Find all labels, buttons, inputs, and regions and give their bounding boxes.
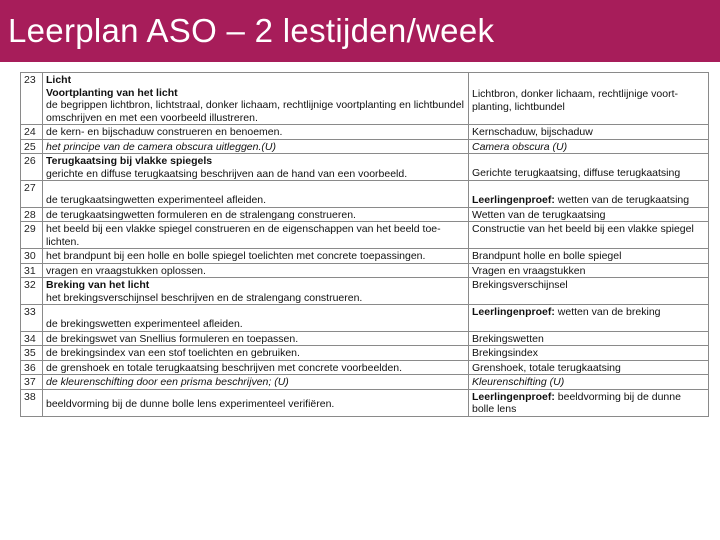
table-row — [21, 181, 709, 208]
content-cell — [469, 154, 709, 181]
objective-text: vragen en vraagstukken oplossen. — [43, 263, 469, 278]
objective-text: de brekingswetten experimenteel afleiden. — [46, 318, 243, 330]
objective-cell — [43, 73, 469, 125]
row-number: 32 — [21, 278, 43, 305]
content-text: Kleurenschifting (U) — [469, 375, 709, 390]
content-text: Kernschaduw, bijschaduw — [469, 125, 709, 140]
table-row — [21, 249, 709, 264]
student-experiment-label: Leerlingenproef: — [472, 306, 555, 318]
table-row — [21, 278, 709, 305]
row-number: 24 — [21, 125, 43, 140]
objective-text: het principe van de camera obscura uitleggen.(U) — [43, 139, 469, 154]
objective-text: de terugkaatsingwetten experimenteel afleiden. — [46, 194, 267, 206]
content-text: Camera obscura (U) — [469, 139, 709, 154]
student-experiment-label: Leerlingenproef: — [472, 194, 555, 206]
curriculum-table — [20, 72, 709, 417]
objective-text: gerichte en diffuse terugkaatsing beschrijven aan de hand van een voorbeeld. — [46, 167, 408, 180]
table-row — [21, 73, 709, 125]
content-text: Brandpunt holle en bolle spiegel — [469, 249, 709, 264]
row-number: 29 — [21, 222, 43, 249]
objective-text: de terugkaatsingwetten formuleren en de stralengang construeren. — [43, 207, 469, 222]
content-text: Gerichte terugkaatsing, diffuse terugkaatsing — [472, 167, 681, 179]
content-text: Brekingswetten — [469, 331, 709, 346]
row-number: 35 — [21, 346, 43, 361]
row-number: 36 — [21, 360, 43, 375]
table-row — [21, 207, 709, 222]
objective-cell — [43, 389, 469, 416]
table-row — [21, 263, 709, 278]
objective-text: beeldvorming bij de dunne bolle lens experimenteel verifiëren. — [46, 397, 335, 410]
objective-text: de brekingswet van Snellius formuleren en toepassen. — [43, 331, 469, 346]
table-row — [21, 346, 709, 361]
content-text: Lichtbron, donker lichaam, rechtlijnige voortplanting, lichtbundel — [472, 88, 679, 113]
content-text: beeldvorming bij de dunne bolle lens — [472, 390, 681, 415]
content-cell — [469, 305, 709, 332]
objective-text: de brekingsindex van een stof toelichten en gebruiken. — [43, 346, 469, 361]
row-number: 26 — [21, 154, 43, 181]
row-number: 25 — [21, 139, 43, 154]
table-row — [21, 305, 709, 332]
chapter-heading: Licht — [46, 74, 72, 86]
objective-text: het brandpunt bij een holle en bolle spiegel toelichten met concrete toepassingen. — [43, 249, 469, 264]
table-row — [21, 389, 709, 416]
table-row — [21, 154, 709, 181]
content-cell — [469, 73, 709, 125]
row-number: 37 — [21, 375, 43, 390]
content-text: Brekingsindex — [469, 346, 709, 361]
objective-cell — [43, 278, 469, 305]
content-text: wetten van de breking — [557, 306, 661, 318]
row-number: 38 — [21, 389, 43, 416]
content-cell — [469, 389, 709, 416]
section-heading: Terugkaatsing bij vlakke spiegels — [46, 155, 213, 167]
row-number: 28 — [21, 207, 43, 222]
table-row — [21, 139, 709, 154]
content-text: Wetten van de terugkaatsing — [469, 207, 709, 222]
objective-text: de grenshoek en totale terugkaatsing beschrijven met concrete voorbeelden. — [43, 360, 469, 375]
row-number: 31 — [21, 263, 43, 278]
objective-cell — [43, 305, 469, 332]
section-heading: Breking van het licht — [46, 279, 150, 291]
content-text: Brekingsverschijnsel — [469, 278, 709, 305]
row-number: 27 — [21, 181, 43, 208]
content-text: Grenshoek, totale terugkaatsing — [469, 360, 709, 375]
slide-title: Leerplan ASO – 2 lestijden/week — [8, 12, 495, 49]
table-row — [21, 222, 709, 249]
content-cell — [469, 181, 709, 208]
table-row — [21, 360, 709, 375]
row-number: 23 — [21, 73, 43, 125]
table-row — [21, 375, 709, 390]
table-row — [21, 125, 709, 140]
section-heading: Voortplanting van het licht — [46, 86, 178, 99]
row-number: 33 — [21, 305, 43, 332]
objective-cell — [43, 154, 469, 181]
objective-text: de begrippen lichtbron, lichtstraal, donker lichaam, rechtlijnige voortplanting en lichtbundel omschrijven en met een voorbeeld illustreren. — [46, 99, 464, 124]
content-text: wetten van de terugkaatsing — [557, 194, 690, 206]
objective-text: de kern- en bijschaduw construeren en benoemen. — [43, 125, 469, 140]
content-text: Constructie van het beeld bij een vlakke spiegel — [469, 222, 709, 249]
title-bar — [0, 0, 720, 62]
objective-text: het brekingsverschijnsel beschrijven en de stralengang construeren. — [46, 291, 363, 304]
objective-text: het beeld bij een vlakke spiegel construeren en de eigenschappen van het beeld toelichten. — [43, 222, 469, 249]
student-experiment-label: Leerlingenproef: — [472, 390, 555, 403]
row-number: 30 — [21, 249, 43, 264]
objective-text: de kleurenschifting door een prisma beschrijven; (U) — [43, 375, 469, 390]
table-row — [21, 331, 709, 346]
content-text: Vragen en vraagstukken — [469, 263, 709, 278]
row-number: 34 — [21, 331, 43, 346]
objective-cell — [43, 181, 469, 208]
